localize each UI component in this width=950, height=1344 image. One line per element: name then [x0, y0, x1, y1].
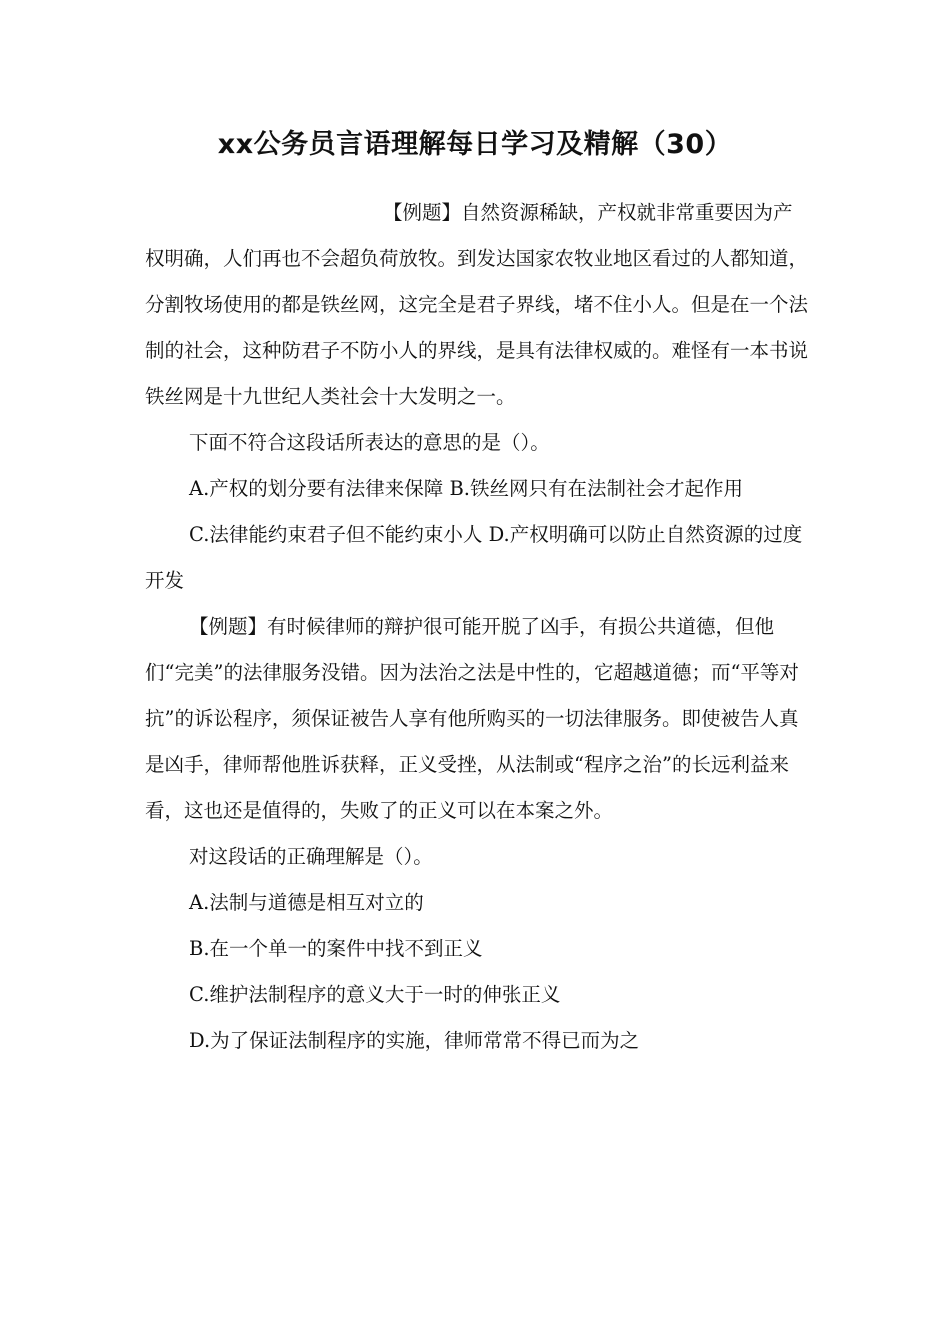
question-1-options-ab: A.产权的划分要有法律来保障 B.铁丝网只有在法制社会才起作用	[189, 477, 744, 500]
question-1-options-cd: C.法律能约束君子但不能约束小人 D.产权明确可以防止自然资源的过度开发	[145, 523, 803, 592]
question-2-passage: 【例题】有时候律师的辩护很可能开脱了凶手，有损公共道德，但他们“完美”的法律服务没错。因为法治之法是中性的，它超越道德；而“平等对抗”的诉讼程序，须保证被告人享有他所购买的一切法律服务。即使被告人真是凶手，律师帮他胜诉获释，正义受挫，从法制或“程序之治”的长远利益来看，这也还是值得的，失败了的正义可以在本案之外。	[145, 615, 799, 822]
question-2-option-b: B.在一个单一的案件中找不到正义	[189, 937, 483, 960]
question-2-option-a: A.法制与道德是相互对立的	[189, 891, 424, 914]
question-1-passage: 【例题】自然资源稀缺，产权就非常重要因为产权明确，人们再也不会超负荷放牧。到发达国家农牧业地区看过的人都知道，分割牧场使用的都是铁丝网，这完全是君子界线，堵不住小人。但是在一个法制的社会，这种防君子不防小人的界线，是具有法律权威的。难怪有一本书说铁丝网是十九世纪人类社会十大发明之一。	[145, 201, 809, 408]
question-2-option-d: D.为了保证法制程序的实施，律师常常不得已而为之	[189, 1029, 640, 1052]
question-1-prompt: 下面不符合这段话所表达的意思的是（）。	[189, 431, 550, 454]
question-2-prompt: 对这段话的正确理解是（）。	[189, 845, 433, 868]
question-2-option-c: C.维护法制程序的意义大于一时的伸张正义	[189, 983, 561, 1006]
document-body	[145, 190, 811, 1064]
document-title: xx公务员言语理解每日学习及精解（30）	[217, 129, 733, 160]
